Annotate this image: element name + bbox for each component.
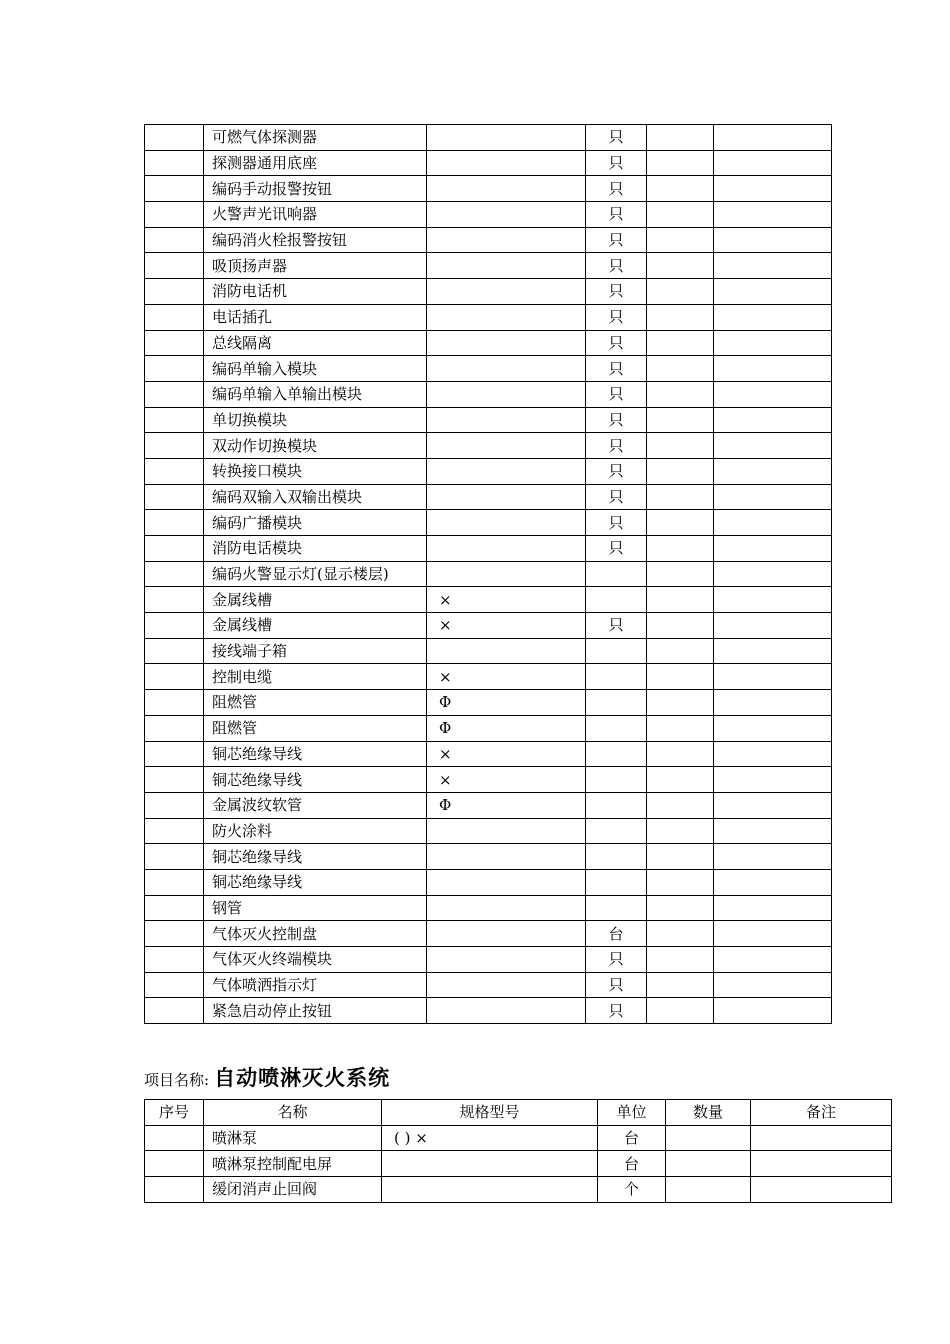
name-cell: 气体灭火控制盘	[204, 921, 427, 947]
note-cell	[714, 947, 832, 973]
seq-cell	[145, 664, 204, 690]
header-spec: 规格型号	[382, 1100, 598, 1126]
qty-cell	[647, 125, 714, 151]
table-row	[145, 407, 832, 433]
qty-cell	[647, 869, 714, 895]
name-cell: 编码广播模块	[204, 510, 427, 536]
name-cell: 编码双输入双输出模块	[204, 484, 427, 510]
unit-cell: 只	[586, 227, 647, 253]
project-name-heading	[144, 1062, 390, 1092]
unit-cell: 只	[586, 998, 647, 1024]
note-cell	[714, 330, 832, 356]
seq-cell	[145, 638, 204, 664]
equipment-table-sprinkler	[144, 1099, 892, 1203]
unit-cell: 只	[586, 330, 647, 356]
name-cell: 阻燃管	[204, 715, 427, 741]
unit-cell	[586, 767, 647, 793]
name-cell: 消防电话模块	[204, 536, 427, 562]
name-cell: 编码消火栓报警按钮	[204, 227, 427, 253]
note-cell	[714, 972, 832, 998]
seq-cell	[145, 921, 204, 947]
spec-cell	[427, 202, 586, 228]
table-row	[145, 253, 832, 279]
seq-cell	[145, 484, 204, 510]
qty-cell	[647, 484, 714, 510]
spec-cell	[427, 176, 586, 202]
spec-cell	[427, 381, 586, 407]
note-cell	[714, 458, 832, 484]
table-row	[145, 381, 832, 407]
qty-cell	[647, 638, 714, 664]
seq-cell	[145, 895, 204, 921]
unit-cell	[586, 690, 647, 716]
note-cell	[714, 638, 832, 664]
spec-cell: Φ	[427, 690, 586, 716]
qty-cell	[647, 613, 714, 639]
table-row	[145, 1151, 892, 1177]
spec-cell: Φ	[427, 715, 586, 741]
name-cell: 气体灭火终端模块	[204, 947, 427, 973]
seq-cell	[145, 947, 204, 973]
seq-cell	[145, 818, 204, 844]
qty-cell	[647, 818, 714, 844]
note-cell	[751, 1125, 892, 1151]
unit-cell: 台	[598, 1125, 666, 1151]
unit-cell: 只	[586, 279, 647, 305]
unit-cell: 只	[586, 356, 647, 382]
seq-cell	[145, 433, 204, 459]
table-row	[145, 767, 832, 793]
note-cell	[714, 921, 832, 947]
qty-cell	[666, 1151, 751, 1177]
name-cell: 金属波纹软管	[204, 792, 427, 818]
seq-cell	[145, 407, 204, 433]
unit-cell: 只	[586, 125, 647, 151]
header-name: 名称	[204, 1100, 382, 1126]
table-row	[145, 792, 832, 818]
spec-cell	[427, 818, 586, 844]
qty-cell	[647, 381, 714, 407]
seq-cell	[145, 998, 204, 1024]
name-cell: 转换接口模块	[204, 458, 427, 484]
table-row	[145, 844, 832, 870]
unit-cell	[586, 715, 647, 741]
seq-cell	[145, 458, 204, 484]
qty-cell	[666, 1125, 751, 1151]
qty-cell	[647, 587, 714, 613]
seq-cell	[145, 587, 204, 613]
spec-cell	[427, 895, 586, 921]
note-cell	[714, 227, 832, 253]
spec-cell	[427, 407, 586, 433]
spec-cell	[427, 433, 586, 459]
note-cell	[714, 998, 832, 1024]
note-cell	[714, 561, 832, 587]
spec-cell	[427, 125, 586, 151]
qty-cell	[647, 150, 714, 176]
table-row	[145, 176, 832, 202]
name-cell: 钢管	[204, 895, 427, 921]
unit-cell: 只	[586, 176, 647, 202]
name-cell: 探测器通用底座	[204, 150, 427, 176]
name-cell: 金属线槽	[204, 613, 427, 639]
table-row	[145, 356, 832, 382]
spec-cell	[427, 921, 586, 947]
unit-cell: 只	[586, 510, 647, 536]
table-row	[145, 227, 832, 253]
spec-cell	[382, 1177, 598, 1203]
table-row	[145, 484, 832, 510]
unit-cell	[586, 818, 647, 844]
table-row	[145, 715, 832, 741]
table-row	[145, 510, 832, 536]
qty-cell	[647, 767, 714, 793]
unit-cell	[586, 895, 647, 921]
header-qty: 数量	[666, 1100, 751, 1126]
seq-cell	[145, 381, 204, 407]
name-cell: 铜芯绝缘导线	[204, 767, 427, 793]
unit-cell: 只	[586, 381, 647, 407]
spec-cell	[427, 869, 586, 895]
spec-cell	[382, 1151, 598, 1177]
project-name-value: 自动喷淋灭火系统	[214, 1065, 391, 1090]
note-cell	[714, 844, 832, 870]
table-row	[145, 741, 832, 767]
table-row	[145, 587, 832, 613]
table-row	[145, 125, 832, 151]
note-cell	[714, 613, 832, 639]
name-cell: 铜芯绝缘导线	[204, 741, 427, 767]
name-cell: 喷淋泵	[204, 1125, 382, 1151]
spec-cell	[427, 330, 586, 356]
name-cell: 单切换模块	[204, 407, 427, 433]
name-cell: 金属线槽	[204, 587, 427, 613]
name-cell: 编码单输入模块	[204, 356, 427, 382]
unit-cell: 只	[586, 253, 647, 279]
seq-cell	[145, 1151, 204, 1177]
note-cell	[714, 176, 832, 202]
table-row	[145, 150, 832, 176]
note-cell	[714, 510, 832, 536]
seq-cell	[145, 125, 204, 151]
qty-cell	[647, 202, 714, 228]
spec-cell	[427, 638, 586, 664]
table-row	[145, 664, 832, 690]
qty-cell	[647, 792, 714, 818]
name-cell: 编码单输入单输出模块	[204, 381, 427, 407]
qty-cell	[647, 895, 714, 921]
qty-cell	[647, 458, 714, 484]
seq-cell	[145, 844, 204, 870]
unit-cell: 只	[586, 947, 647, 973]
table-row	[145, 998, 832, 1024]
qty-cell	[647, 844, 714, 870]
spec-cell: ×	[427, 664, 586, 690]
qty-cell	[647, 715, 714, 741]
seq-cell	[145, 767, 204, 793]
note-cell	[714, 381, 832, 407]
note-cell	[714, 433, 832, 459]
name-cell: 吸顶扬声器	[204, 253, 427, 279]
table-row	[145, 1125, 892, 1151]
name-cell: 火警声光讯响器	[204, 202, 427, 228]
name-cell: 喷淋泵控制配电屏	[204, 1151, 382, 1177]
seq-cell	[145, 613, 204, 639]
spec-cell: Φ	[427, 792, 586, 818]
spec-cell	[427, 304, 586, 330]
seq-cell	[145, 202, 204, 228]
unit-cell: 只	[586, 536, 647, 562]
note-cell	[714, 407, 832, 433]
note-cell	[751, 1151, 892, 1177]
qty-cell	[647, 433, 714, 459]
seq-cell	[145, 715, 204, 741]
table-row	[145, 561, 832, 587]
table-header-row	[145, 1100, 892, 1126]
spec-cell	[427, 972, 586, 998]
unit-cell	[586, 587, 647, 613]
qty-cell	[647, 227, 714, 253]
spec-cell	[427, 484, 586, 510]
note-cell	[714, 304, 832, 330]
name-cell: 双动作切换模块	[204, 433, 427, 459]
note-cell	[714, 690, 832, 716]
note-cell	[714, 279, 832, 305]
spec-cell	[427, 227, 586, 253]
spec-cell: ( ) ×	[382, 1125, 598, 1151]
note-cell	[714, 767, 832, 793]
seq-cell	[145, 1177, 204, 1203]
name-cell: 铜芯绝缘导线	[204, 869, 427, 895]
seq-cell	[145, 869, 204, 895]
qty-cell	[647, 664, 714, 690]
table-row	[145, 869, 832, 895]
table-row	[145, 536, 832, 562]
equipment-table-fire-alarm	[144, 124, 832, 1024]
spec-cell	[427, 253, 586, 279]
qty-cell	[647, 330, 714, 356]
name-cell: 编码火警显示灯(显示楼层)	[204, 561, 427, 587]
table-row	[145, 947, 832, 973]
qty-cell	[647, 536, 714, 562]
seq-cell	[145, 227, 204, 253]
table-row	[145, 638, 832, 664]
seq-cell	[145, 150, 204, 176]
unit-cell: 只	[586, 613, 647, 639]
qty-cell	[647, 921, 714, 947]
name-cell: 电话插孔	[204, 304, 427, 330]
unit-cell	[586, 741, 647, 767]
table-row	[145, 1177, 892, 1203]
name-cell: 防火涂料	[204, 818, 427, 844]
unit-cell: 只	[586, 433, 647, 459]
unit-cell	[586, 792, 647, 818]
qty-cell	[666, 1177, 751, 1203]
qty-cell	[647, 972, 714, 998]
note-cell	[714, 664, 832, 690]
note-cell	[714, 715, 832, 741]
note-cell	[714, 792, 832, 818]
note-cell	[714, 202, 832, 228]
note-cell	[714, 741, 832, 767]
qty-cell	[647, 947, 714, 973]
unit-cell: 只	[586, 972, 647, 998]
spec-cell	[427, 510, 586, 536]
spec-cell: ×	[427, 741, 586, 767]
name-cell: 气体喷洒指示灯	[204, 972, 427, 998]
table-row	[145, 304, 832, 330]
table-row	[145, 818, 832, 844]
name-cell: 铜芯绝缘导线	[204, 844, 427, 870]
spec-cell: ×	[427, 587, 586, 613]
qty-cell	[647, 407, 714, 433]
note-cell	[751, 1177, 892, 1203]
name-cell: 可燃气体探测器	[204, 125, 427, 151]
qty-cell	[647, 561, 714, 587]
qty-cell	[647, 176, 714, 202]
unit-cell	[586, 561, 647, 587]
note-cell	[714, 895, 832, 921]
table-row	[145, 895, 832, 921]
spec-cell: ×	[427, 613, 586, 639]
seq-cell	[145, 304, 204, 330]
spec-cell	[427, 458, 586, 484]
name-cell: 阻燃管	[204, 690, 427, 716]
unit-cell	[586, 664, 647, 690]
note-cell	[714, 150, 832, 176]
table-row	[145, 613, 832, 639]
note-cell	[714, 587, 832, 613]
unit-cell: 只	[586, 407, 647, 433]
unit-cell: 只	[586, 458, 647, 484]
unit-cell: 只	[586, 150, 647, 176]
seq-cell	[145, 253, 204, 279]
name-cell: 缓闭消声止回阀	[204, 1177, 382, 1203]
note-cell	[714, 253, 832, 279]
name-cell: 消防电话机	[204, 279, 427, 305]
qty-cell	[647, 510, 714, 536]
seq-cell	[145, 690, 204, 716]
spec-cell	[427, 561, 586, 587]
unit-cell: 台	[598, 1151, 666, 1177]
seq-cell	[145, 561, 204, 587]
unit-cell	[586, 869, 647, 895]
seq-cell	[145, 356, 204, 382]
table-row	[145, 202, 832, 228]
table-row	[145, 458, 832, 484]
unit-cell: 只	[586, 484, 647, 510]
table-row	[145, 690, 832, 716]
spec-cell: ×	[427, 767, 586, 793]
qty-cell	[647, 304, 714, 330]
spec-cell	[427, 150, 586, 176]
header-seq: 序号	[145, 1100, 204, 1126]
spec-cell	[427, 279, 586, 305]
name-cell: 总线隔离	[204, 330, 427, 356]
spec-cell	[427, 536, 586, 562]
name-cell: 编码手动报警按钮	[204, 176, 427, 202]
seq-cell	[145, 972, 204, 998]
table-row	[145, 433, 832, 459]
note-cell	[714, 536, 832, 562]
project-name-label: 项目名称:	[144, 1071, 210, 1089]
table-row	[145, 279, 832, 305]
qty-cell	[647, 356, 714, 382]
note-cell	[714, 869, 832, 895]
qty-cell	[647, 741, 714, 767]
spec-cell	[427, 947, 586, 973]
spec-cell	[427, 998, 586, 1024]
table-row	[145, 972, 832, 998]
unit-cell: 只	[586, 202, 647, 228]
seq-cell	[145, 510, 204, 536]
unit-cell	[586, 844, 647, 870]
unit-cell: 台	[586, 921, 647, 947]
qty-cell	[647, 998, 714, 1024]
note-cell	[714, 484, 832, 510]
seq-cell	[145, 1125, 204, 1151]
seq-cell	[145, 741, 204, 767]
name-cell: 紧急启动停止按钮	[204, 998, 427, 1024]
sprinkler-table-body	[145, 1125, 892, 1202]
spec-cell	[427, 356, 586, 382]
qty-cell	[647, 279, 714, 305]
spec-cell	[427, 844, 586, 870]
qty-cell	[647, 253, 714, 279]
seq-cell	[145, 176, 204, 202]
name-cell: 接线端子箱	[204, 638, 427, 664]
unit-cell: 只	[586, 304, 647, 330]
seq-cell	[145, 330, 204, 356]
unit-cell	[586, 638, 647, 664]
unit-cell: 个	[598, 1177, 666, 1203]
seq-cell	[145, 536, 204, 562]
header-note: 备注	[751, 1100, 892, 1126]
equipment-table-body	[145, 125, 832, 1024]
table-row	[145, 921, 832, 947]
header-unit: 单位	[598, 1100, 666, 1126]
note-cell	[714, 356, 832, 382]
qty-cell	[647, 690, 714, 716]
seq-cell	[145, 279, 204, 305]
note-cell	[714, 818, 832, 844]
table-row	[145, 330, 832, 356]
note-cell	[714, 125, 832, 151]
name-cell: 控制电缆	[204, 664, 427, 690]
seq-cell	[145, 792, 204, 818]
